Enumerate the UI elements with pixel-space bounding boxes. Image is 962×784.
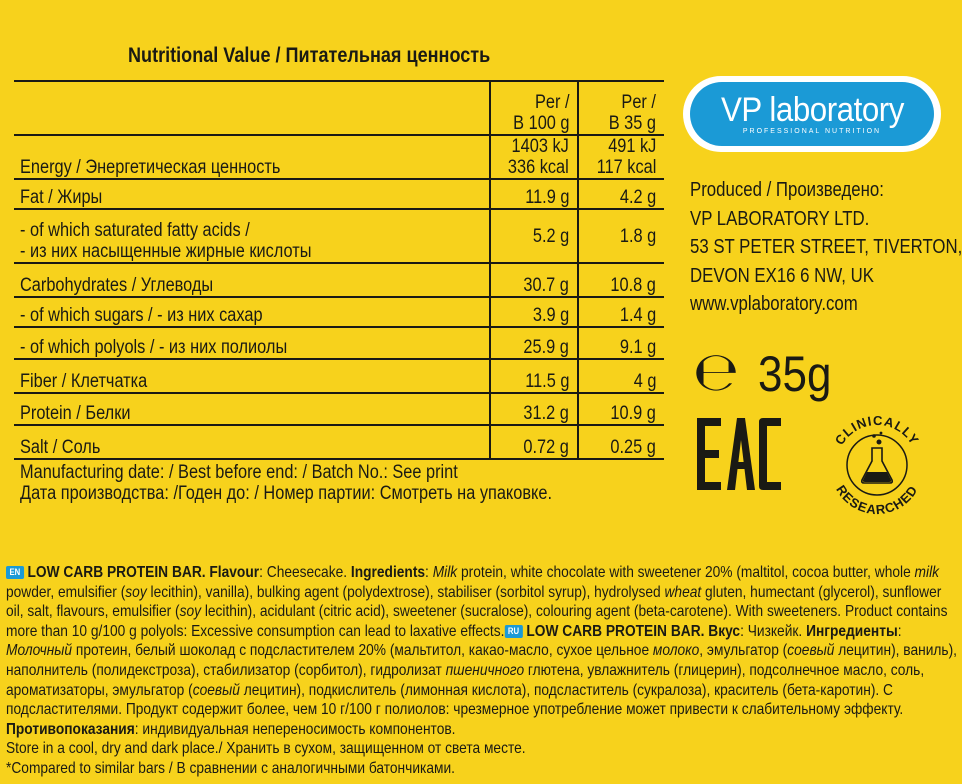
text-fragment: протеин, белый шоколад с подсластителем 20% (мальтитол, какао-масло, сухое цельное: [72, 642, 653, 660]
table-row: [14, 359, 664, 393]
brand-name: VP laboratory: [720, 91, 904, 129]
cell-fiber-100g: 11.5 g: [490, 359, 578, 393]
cell-saturated-100g: 5.2 g: [490, 209, 578, 263]
table-row: [14, 327, 664, 359]
row-label-sugars: - of which sugars / - из них сахар: [14, 297, 490, 327]
row-label-saturated: - of which saturated fatty acids / - из них насыщенные жирные кислоты: [14, 209, 490, 263]
text-fragment: :: [897, 622, 902, 640]
lang-badge-en: EN: [6, 566, 24, 579]
cell-salt-35g: 0.25 g: [578, 425, 664, 459]
row-label-protein: Protein / Белки: [14, 393, 490, 425]
cell-polyols-100g: 25.9 g: [490, 327, 578, 359]
product-name-en: LOW CARB PROTEIN BAR. Flavour: [27, 564, 260, 581]
row-label-carbohydrates: Carbohydrates / Углеводы: [14, 263, 490, 297]
cell-carbs-100g: 30.7 g: [490, 263, 578, 297]
flavour-en: : Cheesecake.: [259, 564, 348, 581]
ingredients-line: [6, 641, 961, 661]
cell-energy-35g: 491 kJ 117 kcal: [578, 135, 664, 179]
text-fragment: глютена, увлажнитель (глицерин), подсолнечное масло, соль,: [524, 661, 925, 679]
table-row: [14, 135, 664, 179]
row-label-fiber: Fiber / Клетчатка: [14, 359, 490, 393]
row-label-fat: Fat / Жиры: [14, 179, 490, 209]
allergen-milk: Milk: [432, 564, 458, 581]
badge-text-top: CLINICALLY: [831, 412, 923, 448]
allergen-soy: соевый: [192, 681, 240, 699]
producer-label: Produced / Произведено:: [690, 179, 884, 201]
brand-logo: [683, 76, 941, 152]
cell-saturated-35g: 1.8 g: [578, 209, 664, 263]
table-footer-row: [14, 459, 664, 504]
text-fragment: наполнитель (полидекстроза), стабилизатор (сорбитол), гидролизат: [6, 661, 446, 679]
cell-sugars-35g: 1.4 g: [578, 297, 664, 327]
table-row: [14, 209, 664, 263]
allergen-soy: soy: [179, 603, 202, 621]
producer-city: DEVON EX16 6 NW, UK: [690, 264, 874, 287]
storage-line: Store in a cool, dry and dark place./ Хранить в сухом, защищенном от света месте.: [6, 740, 526, 758]
text-fragment: :: [425, 564, 433, 581]
cell-protein-35g: 10.9 g: [578, 393, 664, 425]
table-header-row: [14, 81, 664, 135]
cell-polyols-35g: 9.1 g: [578, 327, 664, 359]
cell-energy-100g: 1403 kJ 336 kcal: [490, 135, 578, 179]
text-fragment: , эмульгатор (: [699, 642, 788, 660]
ingredients-line: [6, 681, 961, 701]
contraindications-label: Противопоказания: [6, 720, 135, 738]
allergen-milk: Молочный: [6, 642, 73, 660]
text-fragment: gluten, humectant (glycerol), sunflower: [701, 583, 942, 601]
table-row: [14, 297, 664, 327]
text-fragment: oil, salt, flavours, emulsifier (: [6, 603, 180, 621]
contraindications-line: [6, 720, 961, 740]
text-fragment: lecithin), vanilla), bulking agent (polydextrose), stabiliser (sorbitol syrup), hydrolysed: [146, 583, 665, 601]
ingredients-line: подсластителями. Продукт содержит более, чем 10 г/100 г полиолов: чрезмерное употребление может привести к слабительному эффекту.: [6, 701, 904, 719]
eac-mark-icon: [697, 418, 781, 490]
table-row: [14, 425, 664, 459]
col-header-per-35g: Per / В 35 g: [578, 81, 664, 135]
text-fragment: protein, white chocolate with sweetener 20% (maltitol, cocoa butter, whole: [457, 564, 915, 581]
net-weight: 35g: [758, 346, 832, 402]
cell-fat-100g: 11.9 g: [490, 179, 578, 209]
ingredients-label-en: Ingredients: [350, 564, 426, 581]
table-row: [14, 263, 664, 297]
allergen-milk: молоко: [652, 642, 700, 660]
footnote-line: *Compared to similar bars / В сравнении с аналогичными батончиками.: [6, 759, 455, 777]
brand-tagline: PROFESSIONAL NUTRITION: [742, 128, 882, 135]
producer-website: www.vplaboratory.com: [690, 293, 858, 315]
nutrition-table: [14, 80, 664, 504]
allergen-soy: soy: [125, 583, 147, 601]
ingredients-line: [6, 622, 961, 642]
svg-text:RESEARCHED: [833, 482, 920, 517]
flask-icon: [862, 432, 893, 483]
allergen-wheat: wheat: [664, 583, 702, 601]
allergen-milk: milk: [914, 564, 940, 581]
product-name-ru: LOW CARB PROTEIN BAR. Вкус: [526, 622, 741, 640]
cell-carbs-35g: 10.8 g: [578, 263, 664, 297]
text-fragment: lecithin), acidulant (citric acid), sweetener (sucralose), colouring agent (beta-carotene). With sweeteners. Product contains: [201, 603, 948, 621]
producer-company: VP LABORATORY LTD.: [690, 207, 870, 230]
cell-protein-100g: 31.2 g: [490, 393, 578, 425]
ingredients-line: [6, 602, 961, 622]
cell-fat-35g: 4.2 g: [578, 179, 664, 209]
text-fragment: лецитин), подкислитель (лимонная кислота), подсластитель (сукралоза), краситель (бета-каротин). С: [239, 681, 893, 699]
producer-street: 53 ST PETER STREET, TIVERTON,: [690, 236, 962, 258]
contraindications-text: : индивидуальная непереносимость компонентов.: [134, 720, 456, 738]
table-header-empty: [14, 81, 490, 135]
allergen-soy: соевый: [787, 642, 835, 660]
badge-text-bottom: RESEARCHED: [833, 482, 921, 518]
cell-salt-100g: 0.72 g: [490, 425, 578, 459]
nutrition-title: Nutritional Value / Питательная ценность: [128, 44, 491, 67]
clinically-researched-badge: [818, 406, 936, 524]
text-fragment: powder, emulsifier (: [6, 583, 126, 601]
table-row: [14, 393, 664, 425]
text-fragment: лецитин), ваниль),: [834, 642, 958, 660]
cell-sugars-100g: 3.9 g: [490, 297, 578, 327]
row-label-polyols: - of which polyols / - из них полиолы: [14, 327, 490, 359]
ingredients-line: [6, 563, 961, 583]
manufacturing-info: Manufacturing date: / Best before end: / Batch No.: See print Дата производства: /Годен до: / Номер партии: Смотреть на упаковке.: [14, 459, 664, 504]
brand-logo-badge: [690, 82, 934, 146]
cell-fiber-35g: 4 g: [578, 359, 664, 393]
col-header-per-100g: Per / В 100 g: [490, 81, 578, 135]
row-label-energy: Energy / Энергетическая ценность: [14, 135, 490, 179]
ingredients-block: [6, 563, 961, 779]
text-fragment: more than 10 g/100 g polyols: Excessive consumption can lead to laxative effects.: [6, 622, 505, 640]
ingredients-line: [6, 583, 961, 603]
table-row: [14, 179, 664, 209]
text-fragment: ароматизаторы, эмульгатор (: [6, 681, 193, 699]
lang-badge-ru: RU: [504, 625, 522, 638]
producer-info: [690, 176, 962, 319]
allergen-wheat: пшеничного: [445, 661, 525, 679]
ingredients-line: [6, 661, 961, 681]
ingredients-label-ru: Ингредиенты: [806, 622, 898, 640]
estimated-sign-icon: ℮: [693, 340, 740, 403]
row-label-salt: Salt / Соль: [14, 425, 490, 459]
flavour-ru: : Чизкейк.: [740, 622, 803, 640]
